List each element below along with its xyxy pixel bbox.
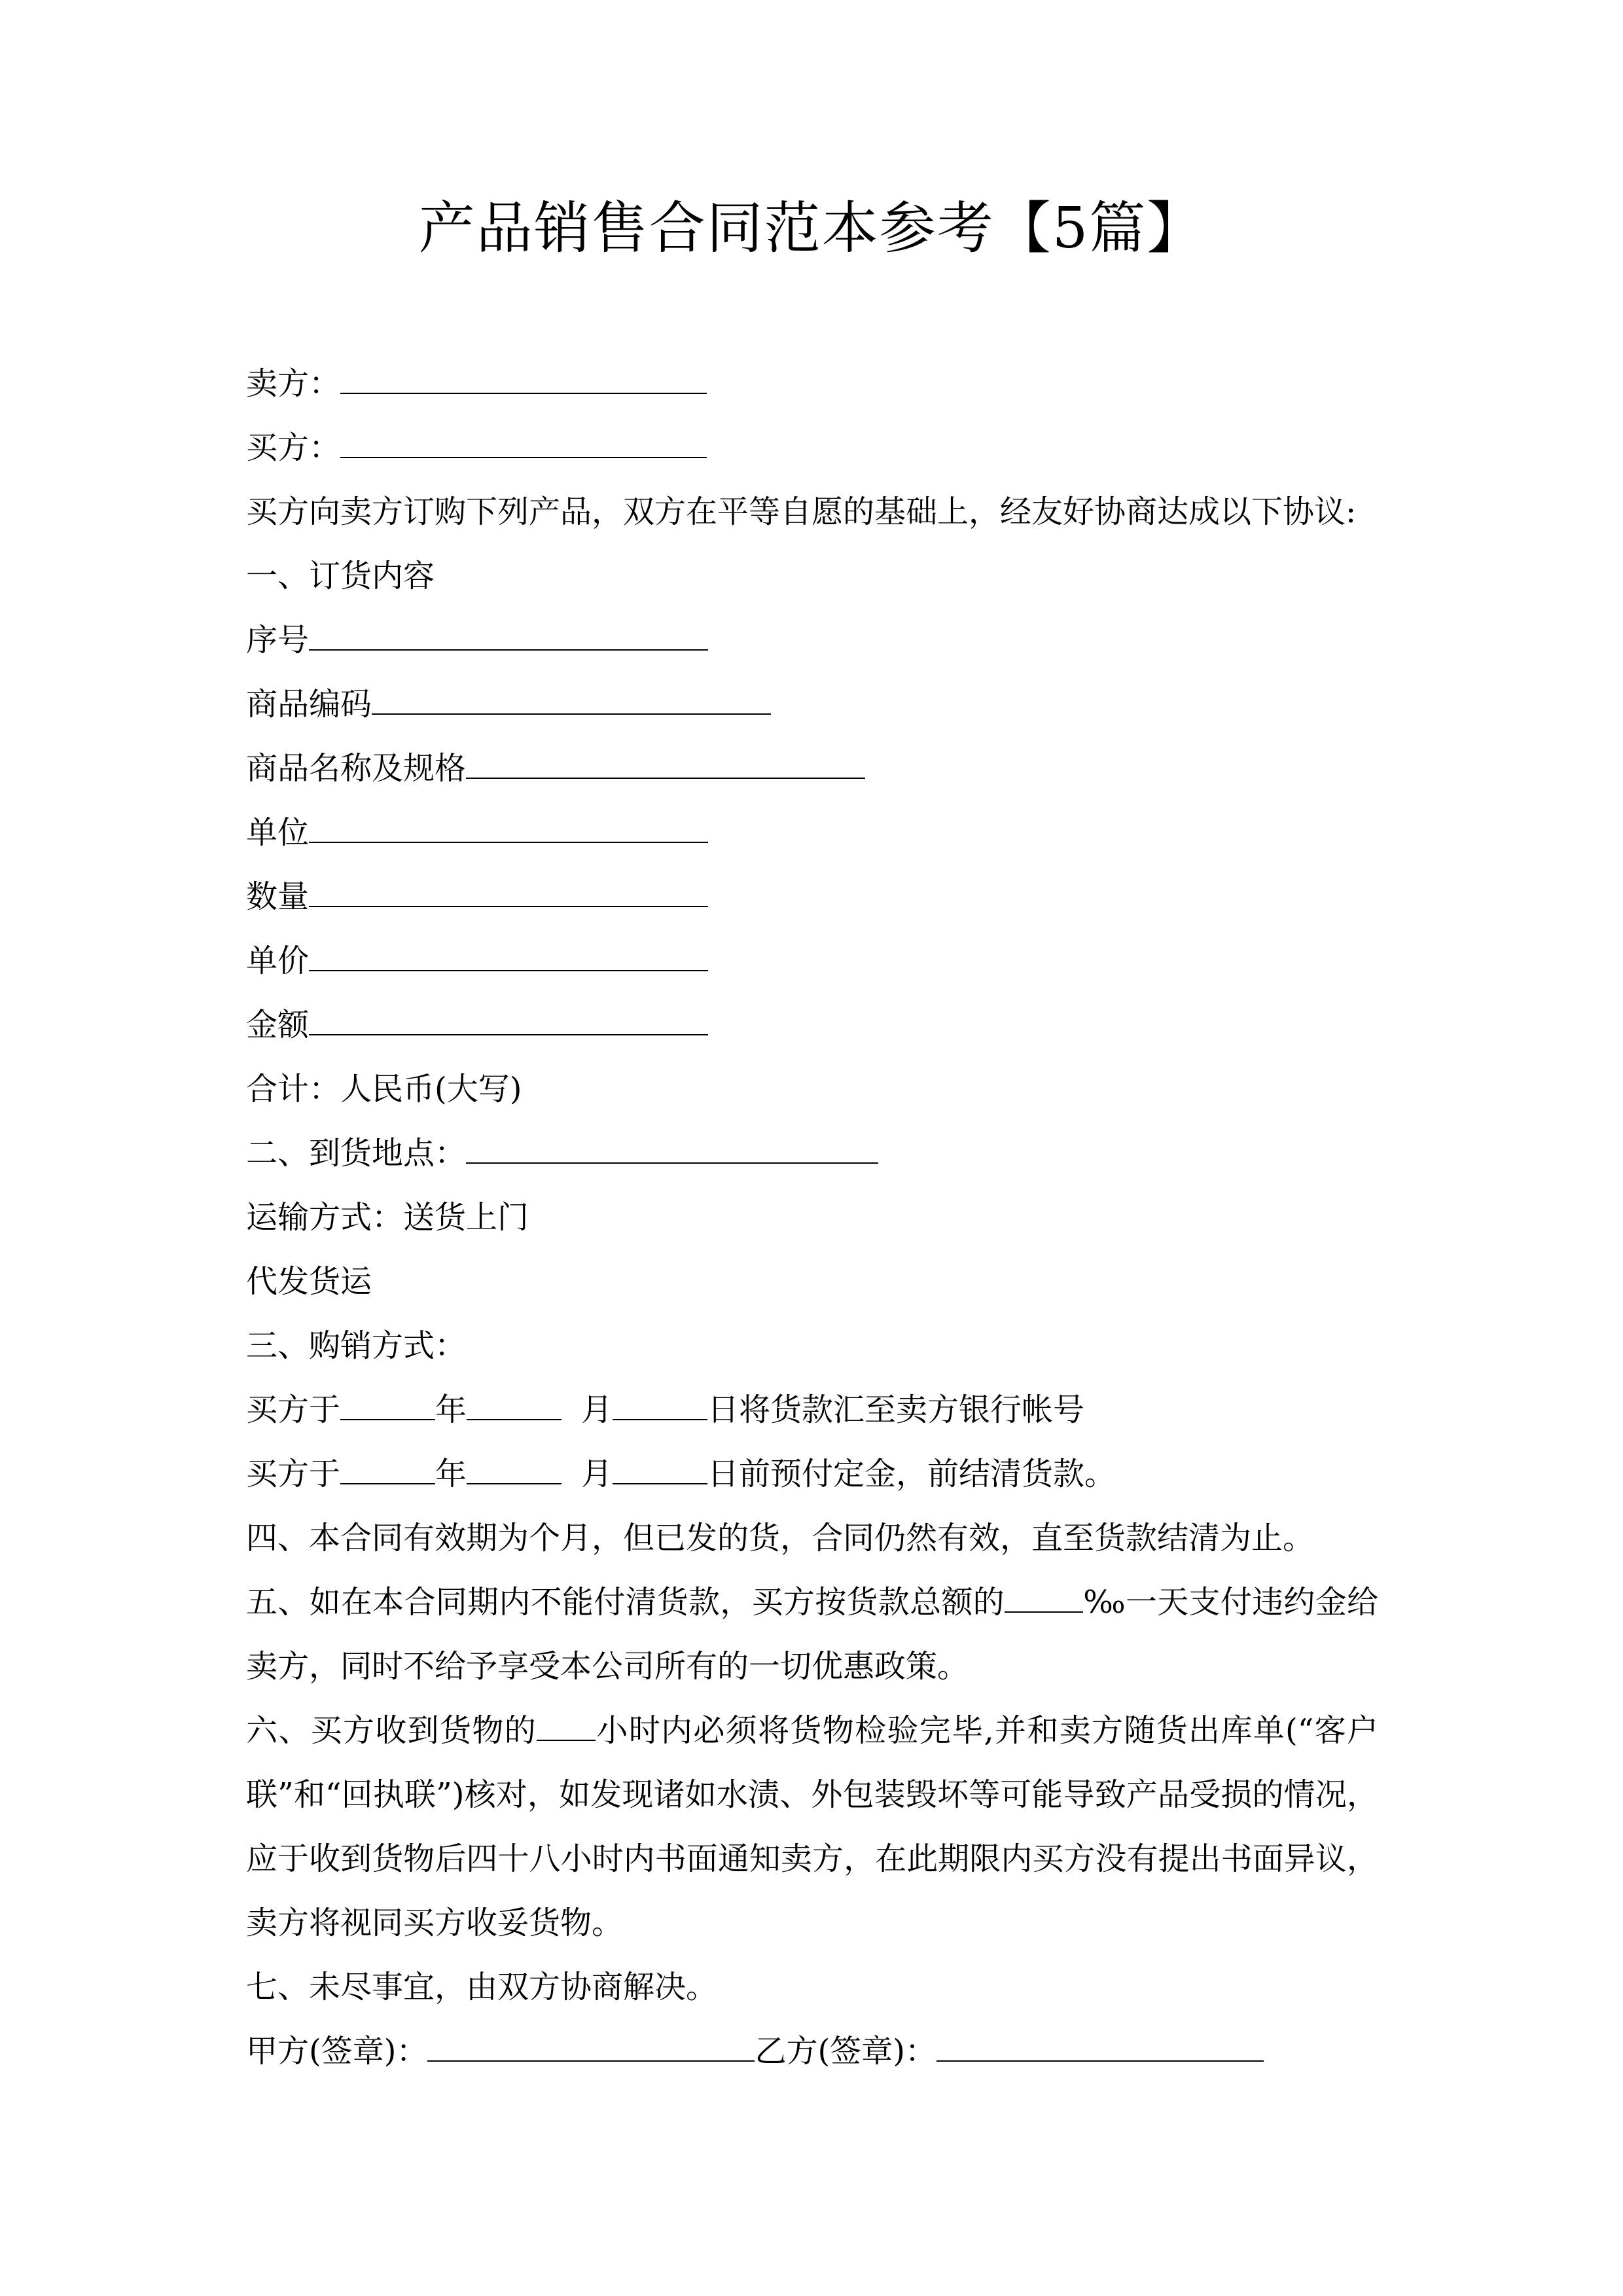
field-serial-blank xyxy=(309,623,708,651)
section-3-heading: 三、购销方式： xyxy=(246,1327,467,1364)
payment-2-year-blank xyxy=(340,1457,435,1484)
payment-1-day-blank xyxy=(613,1393,707,1420)
payment-1-year-blank xyxy=(340,1393,435,1420)
field-unit-label: 单位 xyxy=(246,814,310,851)
signature-line xyxy=(246,2019,1378,2083)
document-title: 产品销售合同范本参考【5篇】 xyxy=(418,196,1205,261)
section-6-before: 六、买方收到货物的 xyxy=(246,1712,537,1749)
field-serial xyxy=(246,608,1378,672)
field-quantity-label: 数量 xyxy=(246,878,310,915)
field-unit-price-blank xyxy=(309,944,708,971)
section-7-text: 七、未尽事宜，由双方协商解决。 xyxy=(246,1969,718,2005)
field-unit-blank xyxy=(309,816,708,843)
section-5-text xyxy=(246,1570,1378,1698)
field-serial-label: 序号 xyxy=(246,622,310,658)
section-2-label: 二、到货地点： xyxy=(246,1135,467,1172)
section-6-text xyxy=(246,1698,1378,1955)
agency-line: 代发货运 xyxy=(246,1263,372,1300)
field-amount-label: 金额 xyxy=(246,1007,310,1043)
seller-line xyxy=(246,351,1378,416)
intro-text: 买方向卖方订购下列产品，双方在平等自愿的基础上，经友好协商达成以下协议: xyxy=(246,493,1357,530)
field-name-spec xyxy=(246,736,1378,800)
payment-1-month-blank xyxy=(467,1393,562,1420)
section-6-after: 小时内必须将货物检验完毕,并和卖方随货出库单(“客户联”和“回执联”)核对，如发现诸如水渍、外包装毁坏等可能导致产品受损的情况，应于收到货物后四十八小时内书面通知卖方，在此期限内买方没有提出书面异议，卖方将视同买方收妥货物。 xyxy=(246,1712,1378,1941)
payment-1-prefix: 买方于 xyxy=(246,1391,341,1428)
payment-1-rest: 日将货款汇至卖方银行帐号 xyxy=(707,1391,1085,1428)
field-name-spec-label: 商品名称及规格 xyxy=(246,750,467,787)
total-line: 合计：人民币(大写) xyxy=(246,1071,522,1107)
payment-line-1 xyxy=(246,1378,1378,1442)
payment-2-rest: 日前预付定金，前结清货款。 xyxy=(707,1456,1116,1492)
field-quantity xyxy=(246,865,1378,929)
field-unit-price xyxy=(246,929,1378,993)
transport-line: 运输方式：送货上门 xyxy=(246,1199,529,1236)
field-code xyxy=(246,672,1378,736)
payment-1-month-label: 月 xyxy=(581,1391,613,1428)
inspection-hours-blank xyxy=(537,1713,596,1741)
field-code-blank xyxy=(372,687,771,715)
payment-2-month-label: 月 xyxy=(581,1456,613,1492)
section-1-heading: 一、订货内容 xyxy=(246,558,435,594)
buyer-label: 买方： xyxy=(246,429,341,466)
field-quantity-blank xyxy=(309,880,708,907)
field-amount xyxy=(246,993,1378,1057)
delivery-location-blank xyxy=(466,1136,878,1164)
buyer-line xyxy=(246,416,1378,480)
seller-label: 卖方： xyxy=(246,365,341,402)
penalty-rate-blank xyxy=(1005,1585,1083,1613)
section-2-line xyxy=(246,1121,1378,1185)
field-name-spec-blank xyxy=(466,751,865,779)
payment-2-month-blank xyxy=(467,1457,562,1484)
party-b-signature-blank xyxy=(936,2034,1264,2062)
party-a-signature-label: 甲方(签章)： xyxy=(246,2033,428,2070)
contract-body xyxy=(246,351,1378,2083)
party-a-signature-blank xyxy=(427,2034,755,2062)
field-code-label: 商品编码 xyxy=(246,686,372,723)
section-4-text: 四、本合同有效期为个月，但已发的货，合同仍然有效，直至货款结清为止。 xyxy=(246,1520,1315,1556)
field-unit-price-label: 单价 xyxy=(246,942,310,979)
field-amount-blank xyxy=(309,1008,708,1035)
party-b-signature-label: 乙方(签章)： xyxy=(755,2033,936,2070)
seller-blank xyxy=(340,367,707,394)
payment-2-year-label: 年 xyxy=(435,1456,467,1492)
buyer-blank xyxy=(340,431,707,458)
section-5-after: ‰一天支付违约金给卖方，同时不给予享受本公司所有的一切优惠政策。 xyxy=(246,1584,1378,1685)
payment-line-2 xyxy=(246,1442,1378,1506)
field-unit xyxy=(246,800,1378,865)
payment-2-day-blank xyxy=(613,1457,707,1484)
section-5-before: 五、如在本合同期内不能付清货款，买方按货款总额的 xyxy=(246,1584,1005,1621)
payment-1-year-label: 年 xyxy=(435,1391,467,1428)
payment-2-prefix: 买方于 xyxy=(246,1456,341,1492)
